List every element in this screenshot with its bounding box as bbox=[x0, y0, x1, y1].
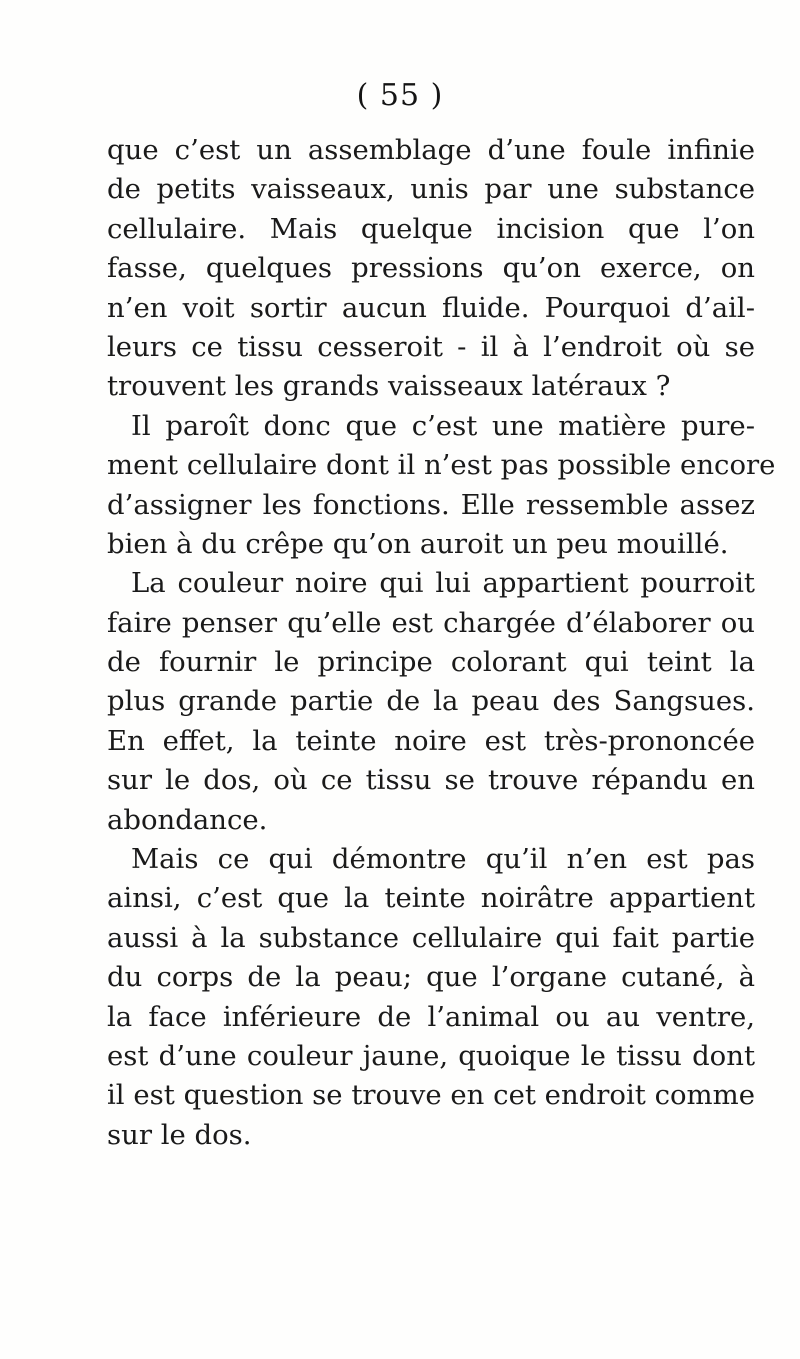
text-line: abondance. bbox=[107, 803, 268, 836]
text-line: sur le dos. bbox=[107, 1118, 252, 1151]
text-line: est d’une couleur jaune, quoique le tissu dont bbox=[107, 1039, 755, 1072]
text-line: bien à du crêpe qu’on auroit un peu mouillé. bbox=[107, 527, 729, 560]
text-line: que c’est un assemblage d’une foule infinie bbox=[107, 134, 755, 166]
text-line: de fournir le principe colorant qui teint la bbox=[107, 646, 755, 679]
body-text bbox=[107, 131, 776, 1155]
text-line: du corps de la peau; que l’organe cutané, à bbox=[107, 961, 755, 994]
text-line: faire penser qu’elle est chargée d’élaborer ou bbox=[107, 606, 755, 639]
text-line: ainsi, c’est que la teinte noirâtre appartient bbox=[107, 882, 755, 915]
paragraph-start-line: La couleur noire qui lui appartient pourroit bbox=[131, 567, 755, 600]
page-number: ( 55 ) bbox=[356, 78, 444, 113]
text-line: aussi à la substance cellulaire qui fait partie bbox=[107, 921, 755, 954]
text-line: d’assigner les fonctions. Elle ressemble assez bbox=[107, 488, 755, 521]
text-line: il est question se trouve en cet endroit comme bbox=[107, 1079, 755, 1112]
text-line: ment cellulaire dont il n’est pas possible encore bbox=[107, 449, 776, 482]
paragraph-start-line: Mais ce qui démontre qu’il n’en est pas bbox=[131, 843, 755, 876]
text-line: fasse, quelques pressions qu’on exerce, on bbox=[107, 252, 755, 285]
text-line: sur le dos, où ce tissu se trouve répandu en bbox=[107, 764, 755, 797]
text-line: En effet, la teinte noire est très-prononcée bbox=[107, 724, 755, 757]
text-line: plus grande partie de la peau des Sangsues. bbox=[107, 685, 755, 718]
text-line: leurs ce tissu cesseroit - il à l’endroit où se bbox=[107, 330, 755, 363]
text-line: trouvent les grands vaisseaux latéraux ? bbox=[107, 370, 671, 403]
text-line: de petits vaisseaux, unis par une substance bbox=[107, 173, 755, 206]
text-line: cellulaire. Mais quelque incision que l’on bbox=[107, 212, 755, 245]
text-line: la face inférieure de l’animal ou au ventre, bbox=[107, 1000, 755, 1033]
text-line: n’en voit sortir aucun fluide. Pourquoi d’ail- bbox=[107, 291, 755, 324]
paragraph-start-line: Il paroît donc que c’est une matière pure- bbox=[131, 409, 755, 442]
